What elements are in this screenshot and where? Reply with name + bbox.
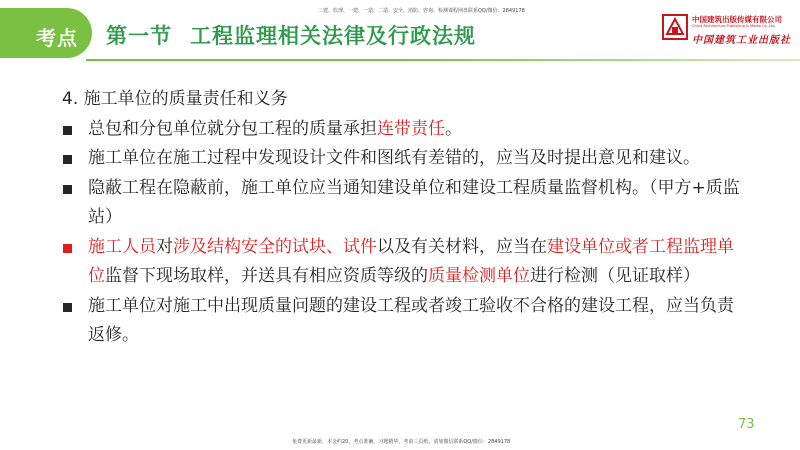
square-bullet-icon [63, 155, 72, 164]
list-item [60, 174, 750, 233]
square-bullet-icon [63, 185, 72, 194]
item-text-segment: 。 [445, 118, 462, 139]
item-text-segment: 连带责任 [377, 118, 445, 139]
item-text-segment: 总包和分包单位就分包工程的质量承担 [88, 118, 377, 139]
item-text-segment: 监督下现场取样，并送具有相应资质等级的 [105, 266, 428, 286]
item-text-segment: 施工单位在施工过程中发现设计文件和图纸有差错的，应当及时提出意见和建议。 [88, 148, 700, 168]
square-bullet-icon [63, 126, 72, 135]
item-text-segment: 涉及结构安全的试块、试件 [173, 236, 377, 257]
list-item [60, 233, 750, 292]
title-section: 第一节 [106, 24, 172, 48]
watermark-top: 二建、监理、一建、一造、二造、安全、消防、咨询、检测课程网盘联系QQ/微信：2849178 [318, 8, 525, 14]
watermark-bottom: 免费更新最新，本金约20，考点准确，习题精华，考前三页纸，请加微信联系QQ/微信：2849178 [292, 439, 511, 445]
topic-badge [0, 8, 92, 58]
list-item [60, 144, 750, 174]
item-text-segment: 建设单位或者工程监理单位 [88, 236, 734, 286]
item-text-segment: 施工人员 [88, 236, 156, 257]
bullet-list [60, 115, 750, 351]
page-number: 73 [738, 417, 755, 432]
title-topic: 工程监理相关法律及行政法规 [190, 24, 476, 48]
title-underline [86, 59, 800, 61]
badge-label: 考点 [36, 26, 78, 50]
publisher-calligraphy: 中国建筑工业出版社 [692, 35, 791, 46]
section-heading: 4. 施工单位的质量责任和义务 [62, 89, 288, 109]
publisher-logo [662, 10, 798, 48]
list-item [60, 115, 750, 145]
item-text-segment: 以及有关材料，应当在 [377, 236, 547, 257]
item-text-segment: 进行检测（见证取样） [530, 266, 700, 286]
item-text-segment: 质量检测单位 [428, 266, 530, 286]
item-text-segment: 隐蔽工程在隐蔽前，施工单位应当通知建设单位和建设工程质量监督机构。（甲方+质监站） [88, 177, 740, 227]
item-text-segment: 施工单位对施工中出现质量问题的建设工程或者竣工验收不合格的建设工程，应当负责返修。 [88, 295, 734, 345]
publisher-name-cn: 中国建筑出版传媒有限公司 [692, 15, 782, 24]
square-bullet-icon [63, 244, 72, 253]
publisher-emblem-icon [662, 14, 688, 40]
publisher-name-en: China Architecture Publishing & Media Co.,Ltd. [692, 24, 776, 28]
page-title [106, 20, 476, 50]
item-text-segment: 对 [156, 236, 173, 257]
list-item [60, 292, 750, 351]
slide-content [60, 85, 750, 351]
square-bullet-icon [63, 303, 72, 312]
